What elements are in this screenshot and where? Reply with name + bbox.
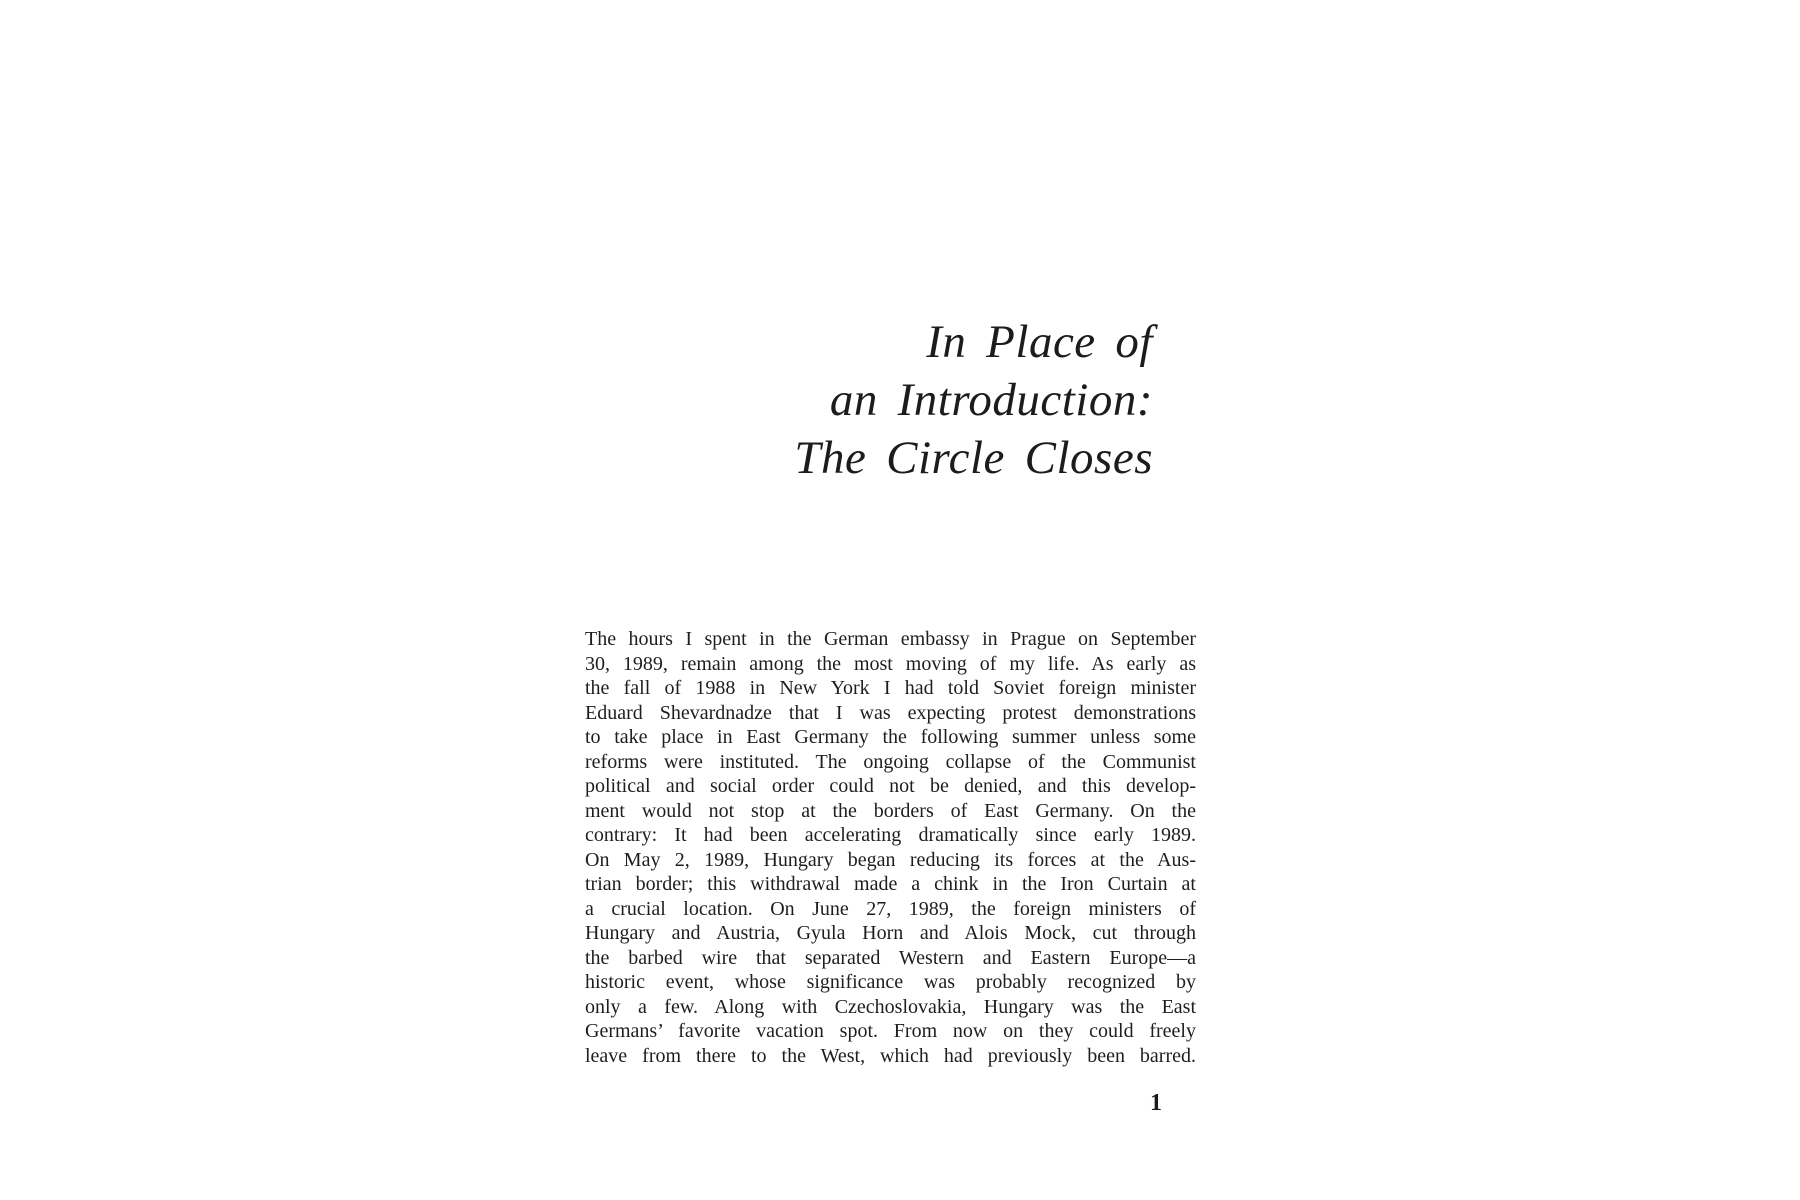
body-line: On May 2, 1989, Hungary began reducing its forces at the Aus- [585, 848, 1196, 871]
body-line: Hungary and Austria, Gyula Horn and Alois Mock, cut through [585, 922, 1196, 944]
page-number: 1 [1150, 1090, 1162, 1116]
body-line: the fall of 1988 in New York I had told Soviet foreign minister [585, 677, 1196, 699]
body-line: political and social order could not be denied, and this develop- [585, 775, 1196, 797]
body-line: a crucial location. On June 27, 1989, the foreign ministers of [585, 897, 1196, 920]
body-line: reforms were instituted. The ongoing collapse of the Communist [585, 750, 1196, 773]
body-line: contrary: It had been accelerating dramatically since early 1989. [585, 824, 1196, 846]
body-line: Germans’ favorite vacation spot. From now on they could freely [585, 1020, 1196, 1042]
body-line: ment would not stop at the borders of East Germany. On the [585, 799, 1196, 822]
chapter-title-line: an Introduction: [829, 374, 1153, 426]
chapter-title [633, 313, 1153, 487]
body-line: Eduard Shevardnadze that I was expecting protest demonstrations [585, 701, 1196, 724]
body-line: leave from there to the West, which had previously been barred. [585, 1044, 1196, 1067]
body-paragraph [585, 627, 1196, 1068]
chapter-title-line: The Circle Closes [794, 432, 1153, 484]
chapter-title-line: In Place of [926, 316, 1153, 368]
body-line: to take place in East Germany the following summer unless some [585, 726, 1196, 748]
body-line: The hours I spent in the German embassy in Prague on September [585, 628, 1196, 650]
body-line: only a few. Along with Czechoslovakia, Hungary was the East [585, 995, 1196, 1018]
body-line: historic event, whose significance was probably recognized by [585, 971, 1196, 993]
body-line: 30, 1989, remain among the most moving of my life. As early as [585, 652, 1196, 675]
body-line: trian border; this withdrawal made a chink in the Iron Curtain at [585, 873, 1196, 895]
body-line: the barbed wire that separated Western and Eastern Europe—a [585, 946, 1196, 969]
